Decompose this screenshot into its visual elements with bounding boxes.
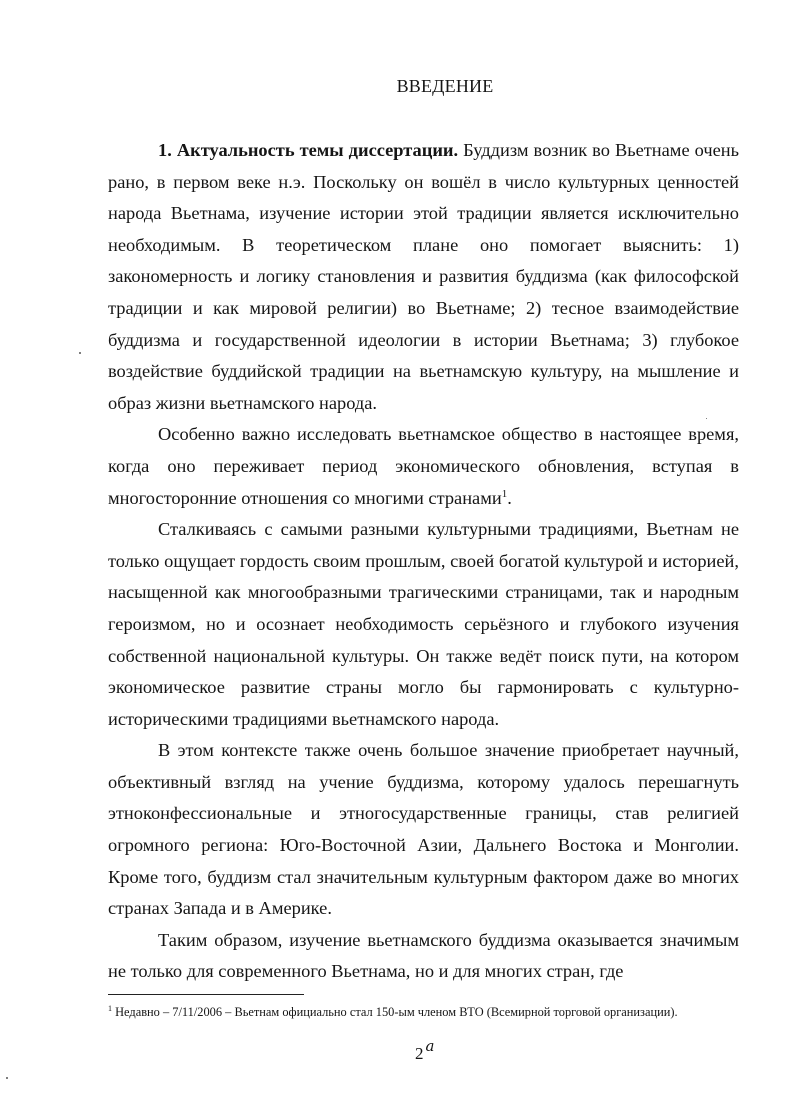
footnote-text: Недавно – 7/11/2006 – Вьетнам официально стал 150-ым членом ВТО (Всемирной торговой организации). [115, 1005, 678, 1020]
footnote-marker: 1 [108, 1004, 112, 1013]
footnote [108, 1004, 768, 1020]
section-heading: 1. Актуальность темы диссертации. [158, 140, 459, 160]
paragraph-2 [108, 419, 739, 514]
scan-speck [6, 1077, 8, 1079]
page-number-value: 2 [415, 1044, 424, 1063]
paragraph-1 [108, 135, 739, 419]
footnote-separator [108, 994, 304, 995]
page-number [415, 1037, 435, 1064]
paragraph-4: В этом контексте также очень большое значение приобретает научный, объективный взгляд на учение буддизма, которому удалось перешагнуть этноконфессиональные и этногосударственные границы, став религией огромного региона: Юго-Восточной Азии, Дальнего Востока и Монголии. Кроме того, буддизм стал значительным культурным фактором даже во многих странах Запада и в Америке. [108, 740, 739, 919]
paragraph-2-text: Особенно важно исследовать вьетнамское общество в настоящее время, когда оно переживает период экономического обновления, вступая в многосторонние отношения со многими странами [108, 424, 739, 508]
scan-speck [79, 352, 81, 354]
paragraph-5: Таким образом, изучение вьетнамского буддизма оказывается значимым не только для современного Вьетнама, но и для многих стран, где [108, 929, 739, 982]
paragraph-3: Сталкиваясь с самыми разными культурными традициями, Вьетнам не только ощущает гордость своим прошлым, своей богатой культурой и историей, насыщенной как многообразными трагическими страницами, так и народным героизмом, но и осознает необходимость серьёзного и глубокого изучения собственной национальной культуры. Он также ведёт поиск пути, на котором экономическое развитие страны могло бы гармонировать с культурно-историческими традициями вьетнамского народа. [108, 519, 739, 729]
footnote-reference[interactable]: 1 [501, 487, 508, 500]
handwritten-mark: a [425, 1037, 435, 1055]
paragraph-1-text: Буддизм возник во Вьетнаме очень рано, в первом веке н.э. Поскольку он вошёл в число культурных ценностей народа Вьетнама, изучение истории этой традиции является исключительно необходимым. В теоретическом плане оно помогает выяснить: 1) закономерность и логику становления и развития буддизма (как философской традиции и как мировой религии) во Вьетнаме; 2) тесное взаимодействие буддизма и государственной идеологии в истории Вьетнама; 3) глубокое воздействие буддийской традиции на вьетнамскую культуру, на мышление и образ жизни вьетнамского народа. [108, 140, 739, 413]
paragraph-2-end: . [507, 487, 512, 508]
scan-speck [706, 418, 707, 419]
document-body [108, 135, 739, 988]
page-title: ВВЕДЕНИЕ [396, 76, 494, 96]
